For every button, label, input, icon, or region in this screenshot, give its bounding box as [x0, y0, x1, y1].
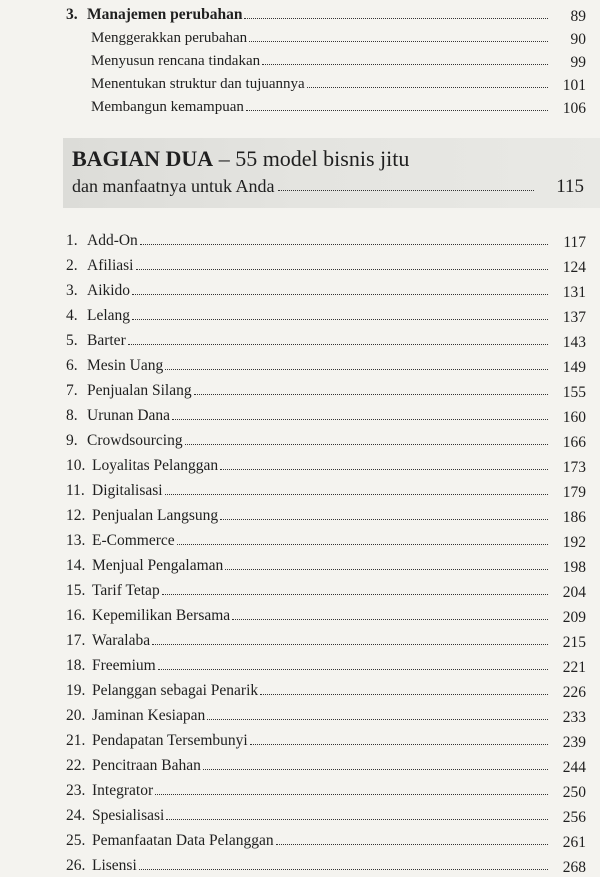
entry-title: Afiliasi: [87, 257, 134, 274]
entry-page: 131: [562, 284, 586, 301]
part-heading-line2: [72, 176, 544, 197]
entry-title: Spesialisasi: [92, 807, 165, 824]
entry-title: Pelanggan sebagai Penarik: [92, 682, 259, 699]
toc-entry: [0, 550, 600, 575]
entry-title: Freemium: [92, 657, 156, 674]
entry-title: Manajemen perubahan: [87, 6, 243, 23]
entry-title: Penjualan Silang: [87, 382, 192, 399]
entry-number: 17.: [66, 632, 86, 649]
entry-page: 209: [562, 609, 586, 626]
entry-number: 16.: [66, 607, 86, 624]
entry-page: 166: [562, 434, 586, 451]
entry-title: Membangun kemampuan: [91, 99, 244, 115]
dot-leader: [155, 794, 548, 795]
entry-page: 137: [562, 309, 586, 326]
toc-entry: [0, 225, 600, 250]
part-page-number: 115: [556, 176, 584, 197]
dot-leader: [162, 594, 548, 595]
dot-leader: [307, 87, 548, 88]
entry-number: 22.: [66, 757, 86, 774]
toc-entry: [0, 475, 600, 500]
toc-entry: [0, 450, 600, 475]
entry-page: 268: [562, 859, 586, 876]
entry-page: 106: [562, 100, 586, 117]
entry-page: 186: [562, 509, 586, 526]
dot-leader: [165, 369, 548, 370]
entry-number: 5.: [66, 332, 78, 349]
entry-number: 1.: [66, 232, 78, 249]
entry-title: Digitalisasi: [92, 482, 163, 499]
entry-title: Pendapatan Tersembunyi: [92, 732, 248, 749]
entry-number: 19.: [66, 682, 86, 699]
entry-number: 3.: [66, 282, 78, 299]
entry-page: 192: [562, 534, 586, 551]
toc-entry: [0, 425, 600, 450]
dot-leader: [177, 544, 548, 545]
dot-leader: [128, 344, 548, 345]
models-list: [0, 225, 600, 875]
entry-page: 198: [562, 559, 586, 576]
dot-leader: [207, 719, 548, 720]
entry-page: 250: [562, 784, 586, 801]
entry-title: Lelang: [87, 307, 131, 324]
entry-number: 10.: [66, 457, 86, 474]
dot-leader: [220, 519, 548, 520]
entry-page: 173: [562, 459, 586, 476]
entry-title: Pemanfaatan Data Pelanggan: [92, 832, 274, 849]
entry-number: 26.: [66, 857, 86, 874]
entry-title: Menentukan struktur dan tujuannya: [91, 76, 305, 92]
entry-number: 6.: [66, 357, 78, 374]
toc-entry: [0, 575, 600, 600]
entry-page: 226: [562, 684, 586, 701]
entry-number: 21.: [66, 732, 86, 749]
entry-page: 179: [562, 484, 586, 501]
entry-number: 4.: [66, 307, 78, 324]
dot-leader: [244, 18, 548, 19]
dot-leader: [232, 619, 548, 620]
entry-page: 124: [562, 259, 586, 276]
toc-subentry: [0, 47, 600, 70]
entry-title: Jaminan Kesiapan: [92, 707, 206, 724]
entry-title: Aikido: [87, 282, 131, 299]
dot-leader: [249, 41, 548, 42]
entry-title: Penjualan Langsung: [92, 507, 219, 524]
entry-page: 99: [570, 54, 586, 71]
entry-page: 149: [562, 359, 586, 376]
entry-title: Add-On: [87, 232, 138, 249]
dot-leader: [246, 110, 548, 111]
entry-title: Lisensi: [92, 857, 137, 874]
dot-leader: [136, 269, 549, 270]
entry-title: Menjual Pengalaman: [92, 557, 224, 574]
entry-number: 7.: [66, 382, 78, 399]
entry-number: 18.: [66, 657, 86, 674]
dot-leader: [262, 64, 548, 65]
entry-title: Mesin Uang: [87, 357, 164, 374]
entry-title: Integrator: [92, 782, 154, 799]
dot-leader: [132, 294, 548, 295]
entry-page: 239: [562, 734, 586, 751]
entry-page: 117: [563, 234, 586, 251]
entry-title: Urunan Dana: [87, 407, 171, 424]
entry-title: Tarif Tetap: [92, 582, 160, 599]
entry-number: 13.: [66, 532, 86, 549]
toc-entry: [0, 400, 600, 425]
entry-number: 15.: [66, 582, 86, 599]
entry-title: E-Commerce: [92, 532, 175, 549]
toc-entry: [0, 525, 600, 550]
toc-entry: [0, 0, 600, 24]
entry-page: 90: [570, 31, 586, 48]
entry-page: 101: [562, 77, 586, 94]
entry-title: Pencitraan Bahan: [92, 757, 201, 774]
entry-page: 160: [562, 409, 586, 426]
entry-page: 204: [562, 584, 586, 601]
entry-page: 89: [570, 8, 586, 25]
dot-leader: [165, 494, 548, 495]
toc-entry: [0, 625, 600, 650]
toc-entry: [0, 375, 600, 400]
part-heading: [72, 146, 409, 172]
dot-leader: [139, 869, 548, 870]
toc-entry: [0, 700, 600, 725]
dot-leader: [152, 644, 548, 645]
dot-leader: [276, 844, 548, 845]
dot-leader: [158, 669, 548, 670]
toc-entry: [0, 500, 600, 525]
dot-leader: [225, 569, 548, 570]
toc-entry: [0, 350, 600, 375]
entry-title: Crowdsourcing: [87, 432, 183, 449]
toc-entry: [0, 250, 600, 275]
section-one-list: [0, 0, 600, 116]
toc-entry: [0, 600, 600, 625]
part-heading-strong: BAGIAN DUA: [72, 146, 214, 171]
entry-page: 221: [562, 659, 586, 676]
entry-number: 20.: [66, 707, 86, 724]
dot-leader: [250, 744, 548, 745]
toc-subentry: [0, 24, 600, 47]
toc-entry: [0, 825, 600, 850]
entry-page: 244: [562, 759, 586, 776]
entry-number: 3.: [66, 6, 78, 23]
entry-number: 24.: [66, 807, 86, 824]
toc-entry: [0, 750, 600, 775]
toc-entry: [0, 850, 600, 875]
toc-entry: [0, 775, 600, 800]
toc-entry: [0, 725, 600, 750]
entry-title: Barter: [87, 332, 126, 349]
entry-title: Loyalitas Pelanggan: [92, 457, 219, 474]
entry-number: 12.: [66, 507, 86, 524]
dot-leader: [166, 819, 548, 820]
entry-title: Kepemilikan Bersama: [92, 607, 231, 624]
entry-number: 25.: [66, 832, 86, 849]
part-heading-rest: – 55 model bisnis jitu: [213, 146, 410, 171]
toc-entry: [0, 650, 600, 675]
dot-leader: [278, 190, 534, 191]
toc-subentry: [0, 93, 600, 116]
dot-leader: [194, 394, 548, 395]
toc-entry: [0, 300, 600, 325]
dot-leader: [132, 319, 548, 320]
dot-leader: [140, 244, 548, 245]
entry-title: Waralaba: [92, 632, 151, 649]
entry-page: 143: [562, 334, 586, 351]
dot-leader: [203, 769, 548, 770]
entry-number: 9.: [66, 432, 78, 449]
dot-leader: [260, 694, 548, 695]
entry-page: 256: [562, 809, 586, 826]
dot-leader: [220, 469, 548, 470]
entry-number: 8.: [66, 407, 78, 424]
dot-leader: [172, 419, 548, 420]
toc-entry: [0, 800, 600, 825]
toc-subentry: [0, 70, 600, 93]
toc-entry: [0, 325, 600, 350]
entry-title: Menggerakkan perubahan: [91, 30, 248, 46]
entry-page: 261: [562, 834, 586, 851]
entry-number: 11.: [66, 482, 85, 499]
part-heading-subtitle: dan manfaatnya untuk Anda: [72, 176, 275, 196]
toc-entry: [0, 675, 600, 700]
dot-leader: [185, 444, 548, 445]
entry-title: Menyusun rencana tindakan: [91, 53, 261, 69]
entry-number: 23.: [66, 782, 86, 799]
entry-number: 2.: [66, 257, 78, 274]
entry-page: 233: [562, 709, 586, 726]
entry-page: 215: [562, 634, 586, 651]
entry-page: 155: [562, 384, 586, 401]
toc-entry: [0, 275, 600, 300]
entry-number: 14.: [66, 557, 86, 574]
